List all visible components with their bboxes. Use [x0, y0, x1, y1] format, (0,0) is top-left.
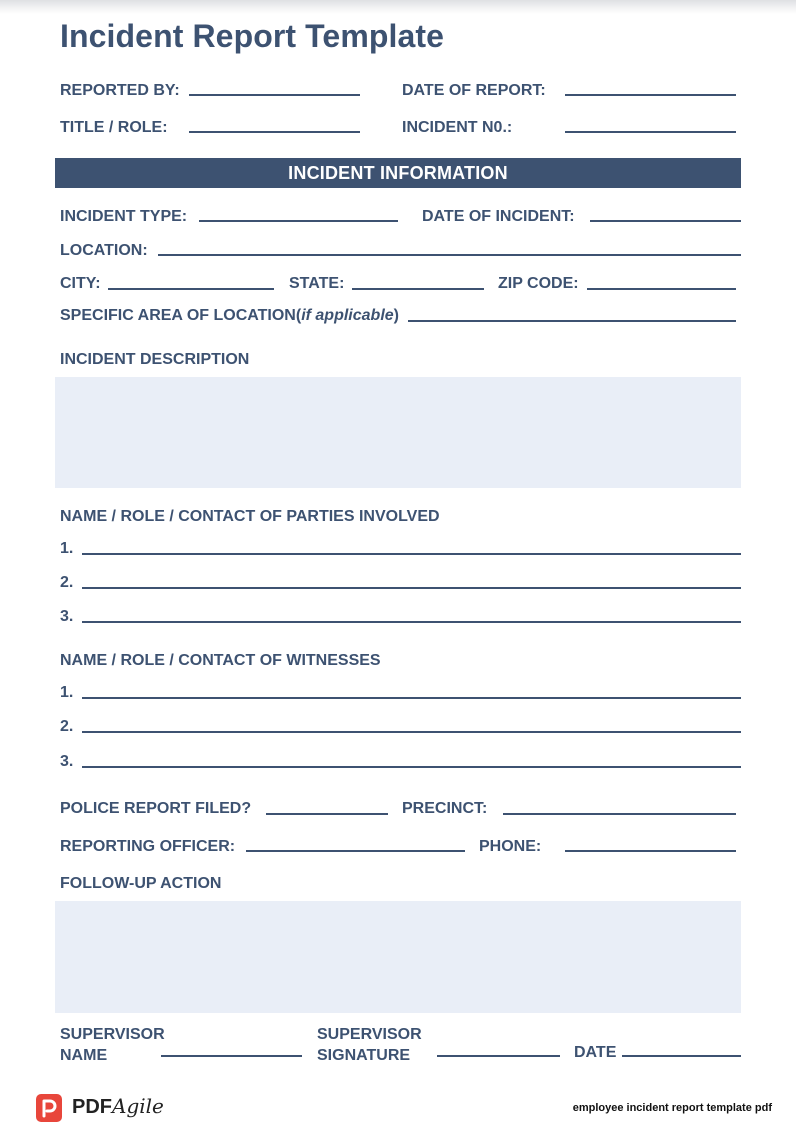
location-field[interactable] — [158, 254, 741, 256]
specific-area-label: SPECIFIC AREA OF LOCATION(if applicable) — [60, 307, 399, 324]
supervisor-name-label-line1: SUPERVISOR — [60, 1026, 165, 1043]
incident-no-field[interactable] — [565, 131, 736, 133]
incident-no-label: INCIDENT N0.: — [402, 119, 513, 136]
witness-3-field[interactable] — [82, 766, 741, 768]
supervisor-name-field[interactable] — [161, 1055, 302, 1057]
parties-heading: NAME / ROLE / CONTACT OF PARTIES INVOLVED — [60, 508, 440, 525]
location-label: LOCATION: — [60, 242, 148, 259]
incident-type-label: INCIDENT TYPE: — [60, 208, 188, 225]
supervisor-signature-label-line1: SUPERVISOR — [317, 1026, 422, 1043]
viewer-top-shadow — [0, 0, 796, 14]
supervisor-signature-label-line2: SIGNATURE — [317, 1047, 411, 1064]
footer-caption: employee incident report template pdf — [572, 1102, 772, 1114]
party-2-number: 2. — [60, 574, 74, 591]
follow-up-action-textarea[interactable] — [55, 901, 741, 1013]
witness-2-number: 2. — [60, 718, 74, 735]
date-of-incident-field[interactable] — [590, 220, 741, 222]
incident-type-field[interactable] — [199, 220, 398, 222]
specific-area-field[interactable] — [408, 320, 736, 322]
incident-description-textarea[interactable] — [55, 377, 741, 488]
date-of-report-label: DATE OF REPORT: — [402, 82, 546, 99]
precinct-field[interactable] — [503, 813, 736, 815]
witnesses-heading: NAME / ROLE / CONTACT OF WITNESSES — [60, 652, 381, 669]
brand-name: PDF — [72, 1096, 112, 1118]
reporting-officer-field[interactable] — [246, 850, 465, 852]
city-field[interactable] — [108, 288, 274, 290]
incident-description-label: INCIDENT DESCRIPTION — [60, 351, 250, 368]
witness-3-number: 3. — [60, 753, 74, 770]
party-3-field[interactable] — [82, 621, 741, 623]
title-role-field[interactable] — [189, 131, 360, 133]
page-title: Incident Report Template — [60, 18, 445, 54]
supervisor-name-label-line2: NAME — [60, 1047, 108, 1064]
party-3-number: 3. — [60, 608, 74, 625]
party-2-field[interactable] — [82, 587, 741, 589]
phone-field[interactable] — [565, 850, 736, 852]
police-report-filed-label: POLICE REPORT FILED? — [60, 800, 252, 817]
zip-code-field[interactable] — [587, 288, 736, 290]
signoff-date-label: DATE — [574, 1044, 617, 1061]
incident-information-heading: INCIDENT INFORMATION — [55, 158, 741, 188]
state-label: STATE: — [289, 275, 345, 292]
precinct-label: PRECINCT: — [402, 800, 488, 817]
signoff-date-field[interactable] — [622, 1055, 741, 1057]
date-of-report-field[interactable] — [565, 94, 736, 96]
witness-1-field[interactable] — [82, 697, 741, 699]
zip-code-label: ZIP CODE: — [498, 275, 579, 292]
police-report-filed-field[interactable] — [266, 813, 388, 815]
witness-2-field[interactable] — [82, 731, 741, 733]
witness-1-number: 1. — [60, 684, 74, 701]
party-1-number: 1. — [60, 540, 74, 557]
title-role-label: TITLE / ROLE: — [60, 119, 168, 136]
reporting-officer-label: REPORTING OFFICER: — [60, 838, 236, 855]
date-of-incident-label: DATE OF INCIDENT: — [422, 208, 575, 225]
city-label: CITY: — [60, 275, 101, 292]
party-1-field[interactable] — [82, 553, 741, 555]
pdfagile-logo-icon — [36, 1094, 62, 1122]
state-field[interactable] — [352, 288, 484, 290]
supervisor-signature-field[interactable] — [437, 1055, 560, 1057]
brand-script: Agile — [112, 1094, 164, 1118]
phone-label: PHONE: — [479, 838, 542, 855]
reported-by-label: REPORTED BY: — [60, 82, 180, 99]
follow-up-action-label: FOLLOW-UP ACTION — [60, 875, 222, 892]
reported-by-field[interactable] — [189, 94, 360, 96]
